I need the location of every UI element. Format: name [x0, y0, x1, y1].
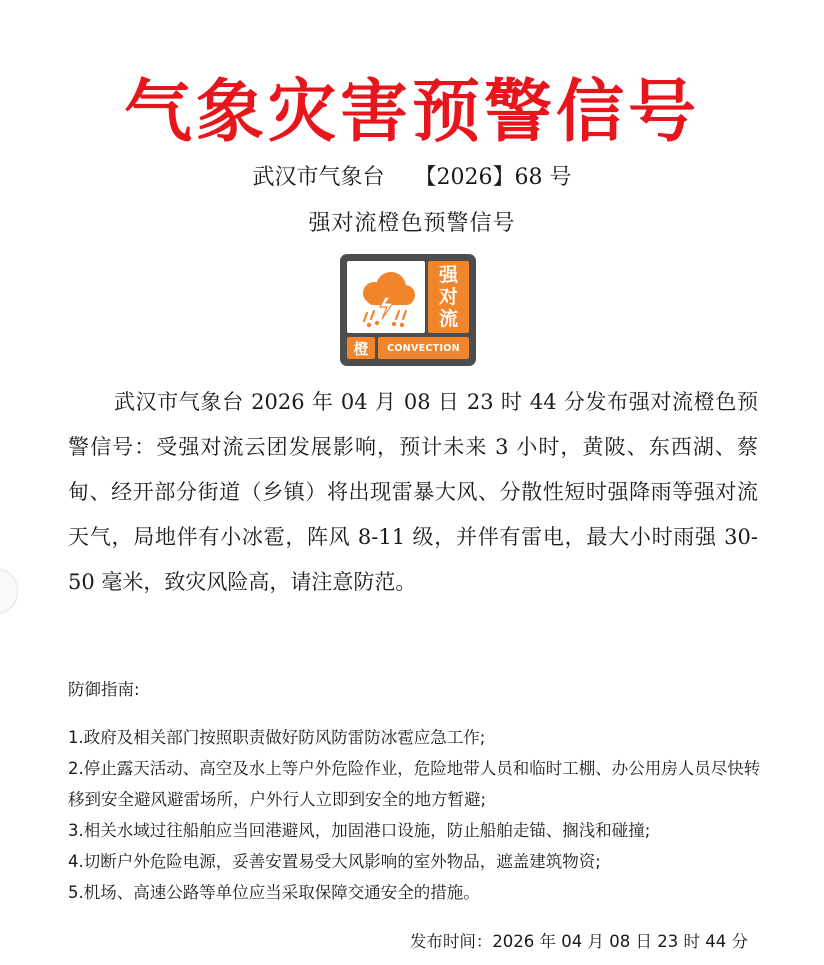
- badge-english-label: CONVECTION: [378, 337, 469, 359]
- issuer-name: 武汉市气象台: [252, 165, 385, 190]
- guide-item-1: 1.政府及相关部门按照职责做好防风防雷防冰雹应急工作;: [68, 728, 486, 747]
- guide-item-2: 2.停止露天活动、高空及水上等户外危险作业，危险地带人员和临时工棚、办公用房人员尽快转移到安全避风避雷场所，户外行人立即到安全的地方暂避;: [68, 759, 761, 809]
- badge-char-3: 流: [438, 308, 458, 330]
- defense-guide-heading: 防御指南:: [68, 680, 140, 699]
- signal-name: 强对流橙色预警信号: [308, 211, 516, 236]
- side-scroll-handle[interactable]: [0, 568, 18, 614]
- guide-item-5: 5.机场、高速公路等单位应当采取保障交通安全的措施。: [68, 883, 480, 902]
- page-title: 气象灾害预警信号: [123, 72, 700, 152]
- guide-item-3: 3.相关水域过往船舶应当回港避风，加固港口设施，防止船舶走锚、搁浅和碰撞;: [68, 821, 651, 840]
- badge-vertical-text: [428, 261, 469, 333]
- guide-item-4: 4.切断户外危险电源，妥善安置易受大风影响的室外物品，遮盖建筑物资;: [68, 852, 601, 871]
- document-number: 【2026】68 号: [414, 165, 572, 190]
- publish-time: 发布时间：2026 年 04 月 08 日 23 时 44 分: [409, 932, 748, 951]
- orange-convection-warning-badge: [340, 254, 476, 366]
- defense-guide-list: [68, 722, 768, 908]
- badge-char-2: 对: [438, 286, 458, 308]
- document-number-line: [0, 160, 824, 191]
- badge-char-1: 强: [438, 264, 458, 286]
- warning-body-paragraph: 武汉市气象台 2026 年 04 月 08 日 23 时 44 分发布强对流橙色预警信号：受强对流云团发展影响，预计未来 3 小时，黄陂、东西湖、蔡甸、经开部分街道（乡镇）将出现雷暴大风、分散性短时强降雨等强对流天气，局地伴有小冰雹，阵风 8-11 级，并伴有雷电，最大小时雨强 30-50 毫米，致灾风险高，请注意防范。: [68, 390, 758, 594]
- badge-level-char: 橙: [347, 337, 375, 359]
- thunderstorm-cloud-icon: [347, 261, 425, 333]
